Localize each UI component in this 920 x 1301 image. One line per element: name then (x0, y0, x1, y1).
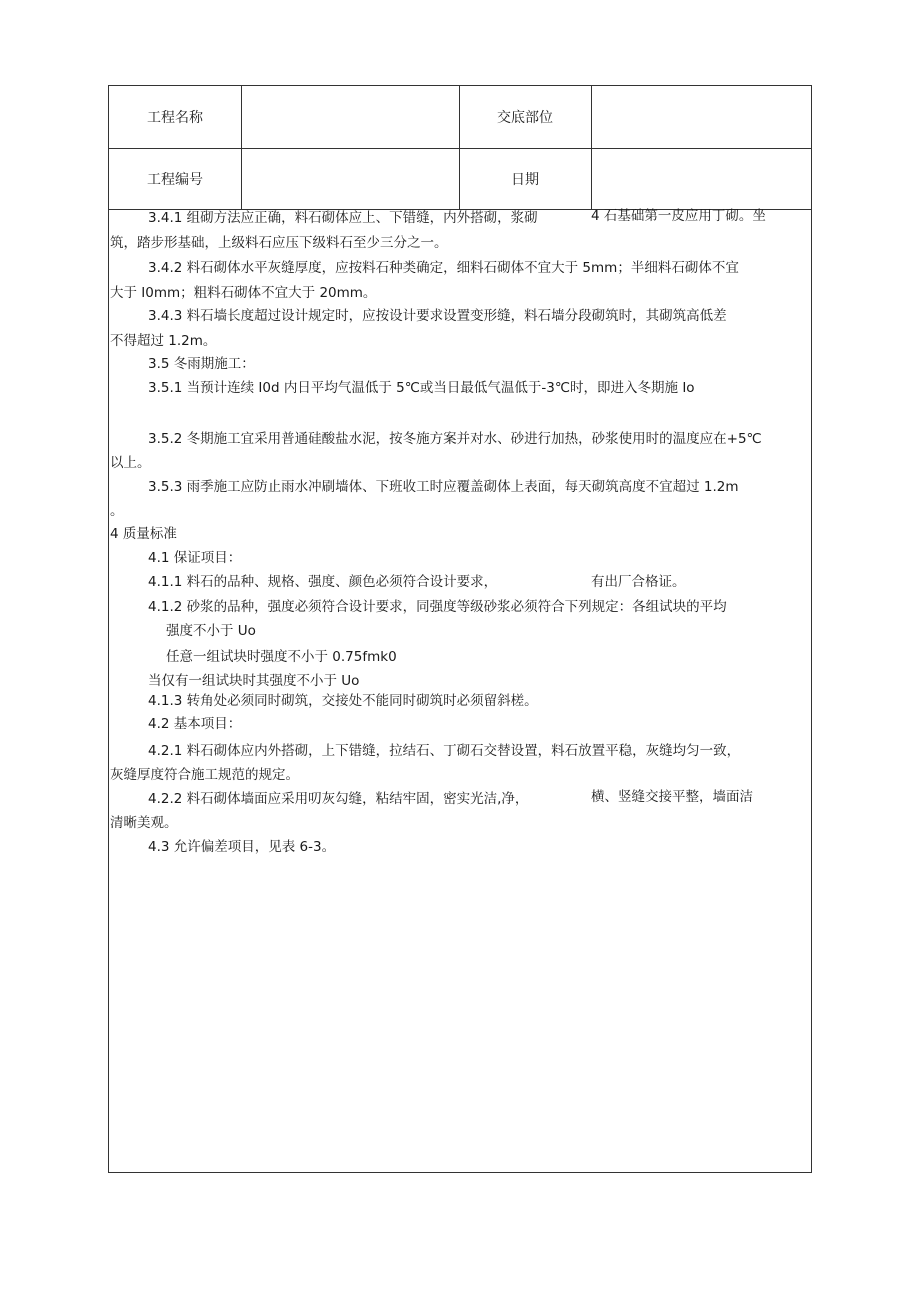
text-line: 任意一组试块时强度不小于 0.75fmk0 (166, 649, 397, 665)
text-line: 筑，踏步形基础，上级料石应压下级料石至少三分之一。 (110, 235, 448, 251)
text-line: 4.3 允许偏差项目，见表 6-3。 (148, 839, 336, 855)
text-line: 3.4.1 组砌方法应正确，料石砌体应上、下错缝，内外搭砌，浆砌 (148, 210, 538, 226)
text-line: 强度不小于 Uo (166, 623, 256, 639)
text-line: 4.1 保证项目： (148, 550, 242, 566)
text-line: 3.5.3 雨季施工应防止雨水冲刷墙体、下班收工时应覆盖砌体上表面，每天砌筑高度不宜超过 1.2m (148, 479, 739, 495)
disclosure-part-value[interactable] (591, 86, 811, 148)
text-line: 4.2.2 料石砌体墙面应采用叨灰勾缝，粘结牢固，密实光洁,净， (148, 791, 529, 807)
text-line: 4.1.2 砂浆的品种，强度必须符合设计要求，同强度等级砂浆必须符合下列规定：各组试块的平均 (148, 599, 727, 615)
text-line: 当仅有一组试块时其强度不小于 Uo (148, 673, 360, 689)
text-line: 3.4.3 料石墙长度超过设计规定时，应按设计要求设置变形缝，料石墙分段砌筑时，其砌筑高低差 (148, 308, 727, 324)
project-no-value[interactable] (241, 148, 459, 209)
project-no-label: 工程编号 (147, 171, 203, 188)
header-row-1 (109, 86, 811, 149)
text-line: 3.5 冬雨期施工： (148, 356, 255, 372)
text-line: 3.5.1 当预计连续 I0d 内日平均气温低于 5℃或当日最低气温低于-3℃时，即进入冬期施 Io (148, 380, 695, 396)
text-line: 。 (110, 503, 124, 519)
date-label: 日期 (511, 171, 539, 188)
header-row-2 (109, 148, 811, 210)
divider (459, 86, 460, 209)
project-name-value[interactable] (241, 86, 459, 148)
text-line: 有出厂合格证。 (591, 574, 686, 590)
text-line: 4.2.1 料石砌体应内外搭砌，上下错缝，拉结石、丁砌石交替设置，料石放置平稳，灰缝均匀一致， (148, 743, 741, 759)
date-value[interactable] (591, 148, 811, 209)
section-heading: 4 质量标准 (110, 526, 177, 542)
text-line: 横、竖缝交接平整，墙面洁 (591, 789, 753, 805)
project-name-label: 工程名称 (147, 110, 203, 126)
text-line: 4 石基础第一皮应用丁砌。坐 (591, 208, 766, 224)
divider (241, 86, 242, 209)
text-line: 清晰美观。 (110, 815, 178, 831)
text-line: 灰缝厚度符合施工规范的规定。 (110, 767, 299, 783)
text-line: 4.2 基本项目： (148, 716, 242, 732)
text-line: 4.1.3 转角处必须同时砌筑，交接处不能同时砌筑时必须留斜槎。 (148, 693, 538, 709)
text-line: 3.5.2 冬期施工宜采用普通硅酸盐水泥，按冬施方案并对水、砂进行加热，砂浆使用时的温度应在+5℃ (148, 431, 762, 447)
text-line: 以上。 (110, 455, 151, 471)
text-line: 不得超过 1.2m。 (110, 333, 217, 349)
text-line: 3.4.2 料石砌体水平灰缝厚度，应按料石种类确定，细料石砌体不宜大于 5mm；半细料石砌体不宜 (148, 260, 739, 276)
disclosure-part-label: 交底部位 (497, 110, 553, 126)
divider (591, 86, 592, 209)
text-line: 大于 I0mm；粗料石砌体不宜大于 20mm。 (110, 285, 377, 301)
text-line: 4.1.1 料石的品种、规格、强度、颜色必须符合设计要求， (148, 574, 498, 590)
